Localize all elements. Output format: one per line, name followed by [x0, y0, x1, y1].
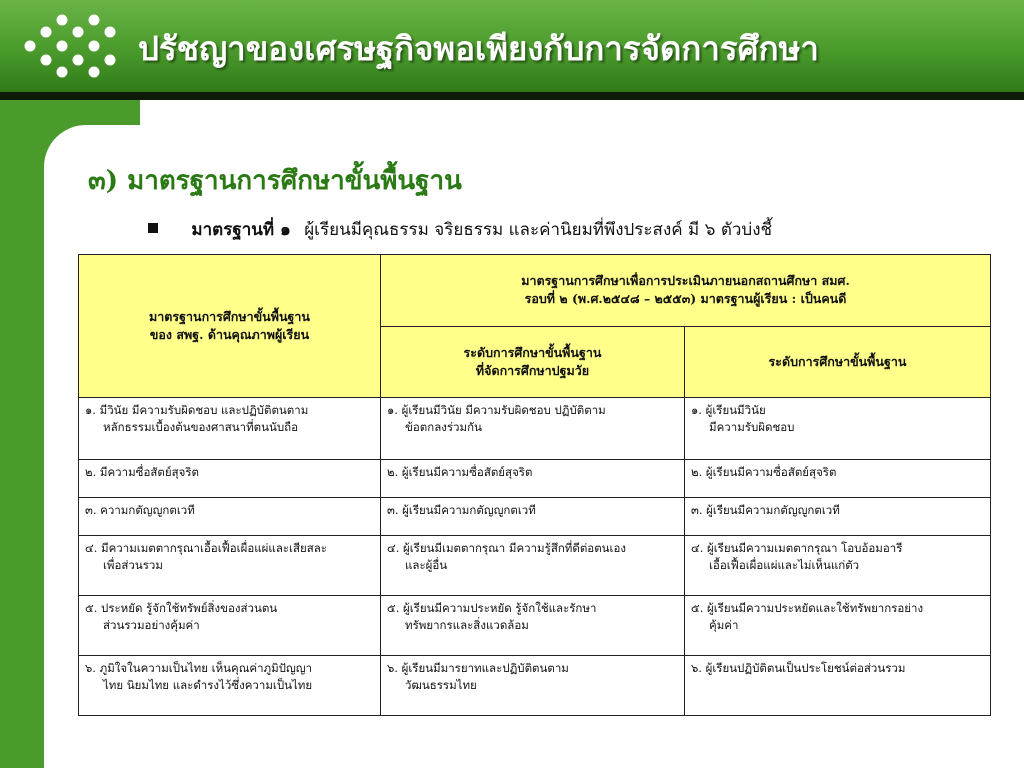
section-heading: ๓) มาตรฐานการศึกษาขั้นพื้นฐาน: [88, 166, 462, 196]
cell-text: ๕. ผู้เรียนมีความประหยัด รู้จักใช้และรักษา: [387, 601, 597, 615]
cell-text: และผู้อื่น: [405, 557, 448, 572]
cell-text: ๒. ผู้เรียนมีความซื่อสัตย์สุจริต: [691, 465, 837, 479]
cell-text: ๔. ผู้เรียนมีความเมตตากรุณา โอบอ้อมอารี: [691, 541, 903, 555]
table-cell: [79, 596, 381, 656]
table-cell: [685, 460, 991, 498]
standard-label: มาตรฐานที่ ๑: [191, 220, 291, 240]
table-row: [79, 596, 991, 656]
table-cell: [685, 656, 991, 716]
col-header-early-childhood: [381, 326, 685, 398]
decor-green-left-strip: [0, 100, 44, 768]
col-header-obec: [79, 255, 381, 398]
dots-logo-icon: [16, 12, 126, 82]
cell-text: ๔. ผู้เรียนมีเมตตากรุณา มีความรู้สึกที่ดีต่อตนเอง: [387, 541, 627, 555]
cell-text: ไทย นิยมไทย และดำรงไว้ซึ่งความเป็นไทย: [103, 677, 313, 692]
table-cell: [381, 398, 685, 460]
cell-text: ๒. มีความซื่อสัตย์สุจริต: [85, 465, 200, 479]
cell-text: ๔. มีความเมตตากรุณาเอื้อเฟื้อเผื่อแผ่และเสียสละ: [85, 541, 327, 555]
table-cell: [685, 596, 991, 656]
table-cell: [381, 498, 685, 536]
slide-title: ปรัชญาของเศรษฐกิจพอเพียงกับการจัดการศึกษา: [138, 29, 819, 68]
cell-text: มีความรับผิดชอบ: [709, 419, 795, 434]
table-row: [79, 536, 991, 596]
cell-text: ๒. ผู้เรียนมีความซื่อสัตย์สุจริต: [387, 465, 533, 479]
cell-text: เพื่อส่วนรวม: [103, 557, 163, 572]
col-header-onesqa-line1: มาตรฐานการศึกษาเพื่อการประเมินภายนอกสถานศึกษา สมศ.: [521, 273, 850, 289]
col-header-obec-line1: มาตรฐานการศึกษาขั้นพื้นฐาน: [149, 308, 310, 324]
cell-text: ข้อตกลงร่วมกัน: [405, 419, 482, 434]
slide-header: [0, 0, 1024, 92]
table-row: [79, 398, 991, 460]
table-cell: [79, 398, 381, 460]
table-cell: [381, 460, 685, 498]
table-cell: [79, 656, 381, 716]
standards-table: [78, 254, 991, 716]
table-row: [79, 656, 991, 716]
cell-text: คุ้มค่า: [709, 617, 739, 632]
col-header-obec-line2: ของ สพฐ. ด้านคุณภาพผู้เรียน: [149, 327, 310, 342]
cell-text: ๑. ผู้เรียนมีวินัย: [691, 403, 766, 417]
cell-text: ๖. ผู้เรียนปฏิบัติตนเป็นประโยชน์ต่อส่วนรวม: [691, 661, 906, 675]
table-cell: [79, 460, 381, 498]
table-row: [79, 498, 991, 536]
standard-text: ผู้เรียนมีคุณธรรม จริยธรรม และค่านิยมที่พึงประสงค์ มี ๖ ตัวบ่งชี้: [304, 220, 773, 240]
cell-text: ๖. ภูมิใจในความเป็นไทย เห็นคุณค่าภูมิปัญญา: [85, 661, 313, 675]
cell-text: ๑. ผู้เรียนมีวินัย มีความรับผิดชอบ ปฏิบัติตาม: [387, 403, 606, 417]
cell-text: วัฒนธรรมไทย: [405, 677, 477, 692]
cell-text: เอื้อเฟื้อเผื่อแผ่และไม่เห็นแก่ตัว: [709, 557, 860, 572]
cell-text: ๓. ผู้เรียนมีความกตัญญูกตเวที: [387, 503, 536, 517]
square-bullet-icon: [148, 223, 158, 233]
table-header-row: [79, 255, 991, 327]
cell-text: ๖. ผู้เรียนมีมารยาทและปฏิบัติตนตาม: [387, 661, 569, 675]
col-header-basic: ระดับการศึกษาขั้นพื้นฐาน: [685, 326, 991, 398]
col-header-early-line1: ระดับการศึกษาขั้นพื้นฐาน: [463, 344, 602, 360]
cell-text: หลักธรรมเบื้องต้นของศาสนาที่ตนนับถือ: [103, 419, 299, 434]
table-cell: [381, 536, 685, 596]
cell-text: ๕. ประหยัด รู้จักใช้ทรัพย์สิ่งของส่วนตน: [85, 601, 278, 615]
cell-text: ๑. มีวินัย มีความรับผิดชอบ และปฏิบัติตนตาม: [85, 403, 309, 417]
cell-text: ๕. ผู้เรียนมีความประหยัดและใช้ทรัพยากรอย่าง: [691, 601, 924, 615]
table-row: [79, 460, 991, 498]
cell-text: ๓. ผู้เรียนมีความกตัญญูกตเวที: [691, 503, 840, 517]
table-cell: [79, 536, 381, 596]
col-header-early-line2: ที่จัดการศึกษาปฐมวัย: [475, 362, 590, 378]
table-cell: [381, 596, 685, 656]
standard-line: [148, 216, 772, 243]
table-cell: [685, 536, 991, 596]
header-divider: [0, 92, 1024, 100]
cell-text: ทรัพยากรและสิ่งแวดล้อม: [405, 617, 529, 632]
col-header-onesqa-line2: รอบที่ ๒ (พ.ศ.๒๕๔๘ – ๒๕๕๓) มาตรฐานผู้เรียน : เป็นคนดี: [524, 291, 847, 307]
table-cell: [685, 498, 991, 536]
table-cell: [79, 498, 381, 536]
table-cell: [685, 398, 991, 460]
cell-text: ๓. ความกตัญญูกตเวที: [85, 503, 195, 517]
col-header-onesqa: [381, 255, 991, 327]
cell-text: ส่วนรวมอย่างคุ้มค่า: [103, 617, 200, 632]
table-cell: [381, 656, 685, 716]
